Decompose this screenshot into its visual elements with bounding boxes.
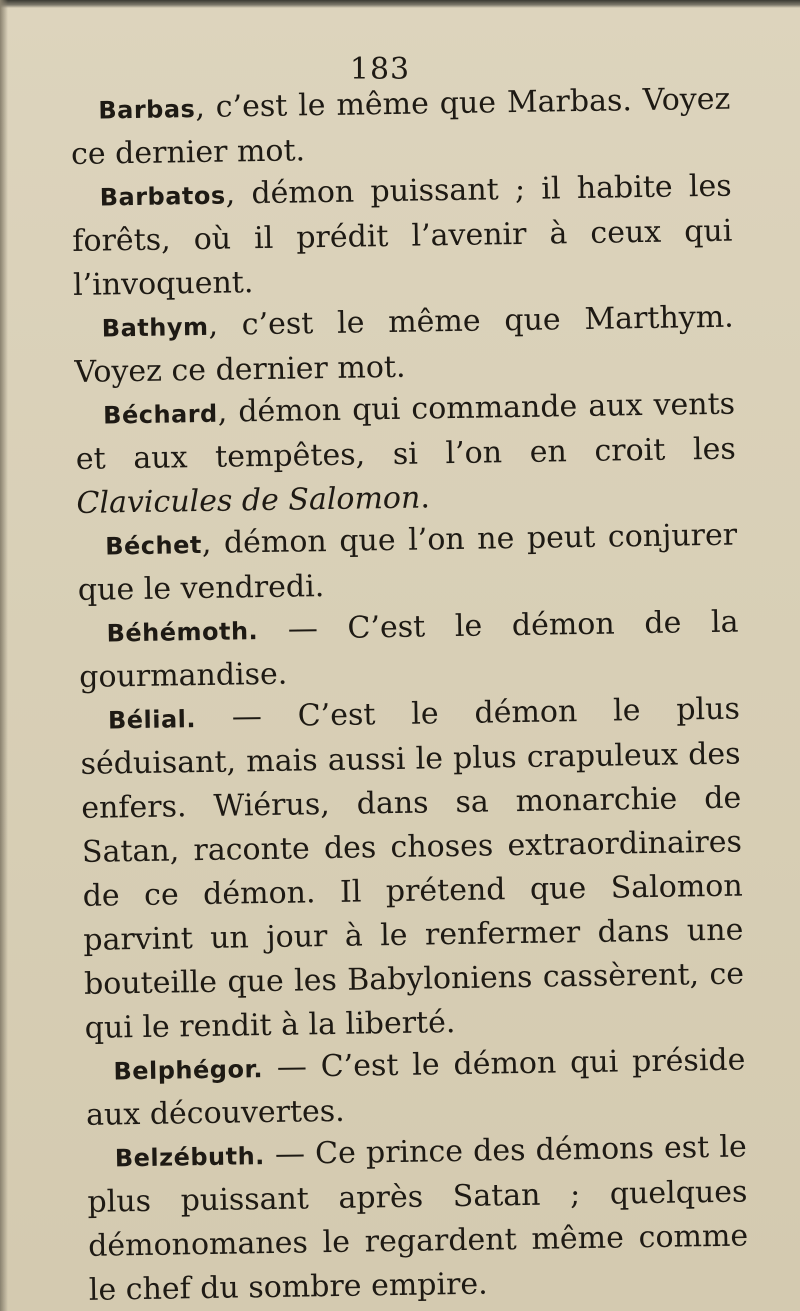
entry-text: , démon puissant ; il habite les forêts, où il prédit l’avenir à ceux qui l’invoquent. [72, 168, 733, 303]
entry-text: , démon qui commande aux vents et aux tempêtes, si l’on en croit les [75, 386, 737, 477]
entry-bathym [73, 296, 734, 395]
headword: Béchard [102, 399, 218, 430]
entry-behemoth [78, 601, 739, 700]
entry-barbatos [71, 165, 733, 308]
headword: Bélial. [107, 705, 197, 735]
entry-text: , démon que l’on ne peut conjurer que le vendredi. [77, 517, 738, 608]
entry-text: — Ce prince des démons est le plus puissant après Satan ; quelques démonomanes le regardent même comme le chef du sombre empire. [87, 1129, 749, 1308]
entry-belphegor [85, 1039, 746, 1138]
page-number: 183 [349, 52, 411, 87]
entry-text: — C’est le démon de la gourmandise. [78, 604, 739, 695]
entry-text: , c’est le même que Marthym. Voyez ce dernier mot. [74, 299, 734, 390]
book-title-italic: Clavicules de Salomon [76, 480, 421, 521]
entry-text: — C’est le démon le plus séduisant, mais aussi le plus crapuleux des enfers. Wiérus, dans sa monarchie de Satan, raconte des choses extraordinaires de ce démon. Il prétend que Salomon parvint un jour à le renfermer dans une bouteille que les Babyloniens cassèrent, ce qui le rendit à la liberté. [80, 691, 745, 1046]
entry-text: , c’est le même que Marbas. Voyez ce dernier mot. [70, 81, 731, 172]
headword: Belzébuth. [114, 1142, 266, 1173]
entry-text: — C’est le démon qui préside aux découvertes. [85, 1042, 746, 1133]
entry-belial [80, 688, 745, 1051]
page-left-edge [0, 0, 8, 1311]
entry-belzebuth [86, 1126, 749, 1311]
headword: Barbatos [99, 181, 226, 212]
entry-bechet [77, 514, 738, 613]
headword: Bathym [101, 312, 209, 343]
entry-bechard [75, 383, 737, 526]
page-top-edge [0, 0, 800, 8]
dictionary-entries [70, 78, 749, 1311]
headword: Béhémoth. [106, 617, 259, 648]
headword: Barbas [98, 95, 196, 125]
headword: Belphégor. [113, 1055, 264, 1086]
entry-barbas [70, 78, 731, 177]
entry-text-tail: . [420, 480, 431, 516]
headword: Béchet [104, 530, 203, 561]
